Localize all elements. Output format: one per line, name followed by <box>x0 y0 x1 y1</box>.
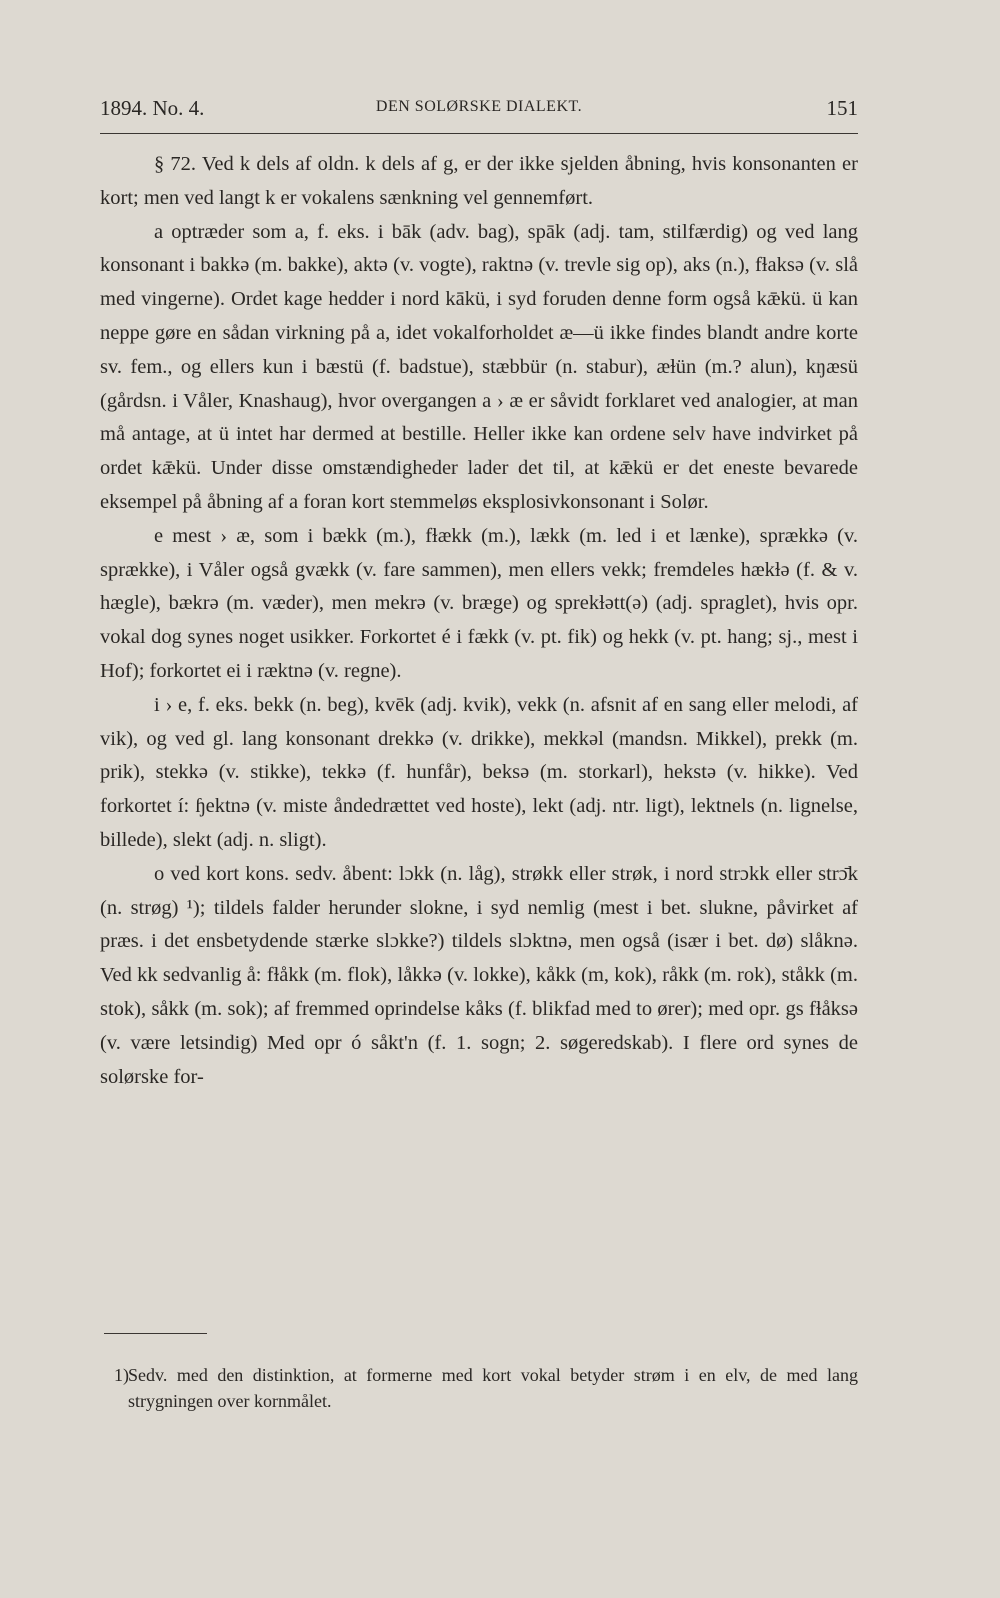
footnote-text: Sedv. med den distinktion, at formerne med kort vokal betyder strøm i en elv, de med lang strygningen over kornmålet. <box>128 1365 858 1411</box>
paragraph-section-72: § 72. Ved k dels af oldn. k dels af g, er der ikke sjelden åbning, hvis konsonanten er kort; men ved langt k er vokalens sænkning vel gennemført. <box>100 153 858 209</box>
paragraph-i: i › e, f. eks. bekk (n. beg), kvēk (adj. kvik), vekk (n. afsnit af en sang eller melodi, af vik), og ved gl. lang konsonant drekkə (v. drikke), mekkəl (mandsn. Mikkel), prekk (m. prik), stekkə (v. stikke), tekkə (f. hunfår), beksə (m. storkarl), hekstə (v. hikke). Ved forkortet í: ɧektnə (v. miste åndedrættet ved hoste), lekt (adj. ntr. ligt), lektnels (n. lignelse, billede), slekt (adj. n. sligt). <box>100 693 858 851</box>
main-text <box>100 148 858 1094</box>
running-title: DEN SOLØRSKE DIALEKT. <box>375 98 583 115</box>
footnote <box>114 1362 858 1414</box>
page-number: 151 <box>826 96 858 120</box>
issue-label: 1894. No. 4. <box>100 96 205 120</box>
paragraph-e: e mest › æ, som i bækk (m.), fɫækk (m.), lækk (m. led i et lænke), sprækkə (v. sprække), i Våler også gvækk (v. fare sammen), men ellers vekk; fremdeles hækɫə (f. & v. hægle), bækrə (m. væder), men mekrə (v. bræge) og sprekɫətt(ə) (adj. spraglet), hvis opr. vokal dog synes noget usikker. Forkortet é i fækk (v. pt. fik) og hekk (v. pt. hang; sj., mest i Hof); forkortet ei i ræktnə (v. regne). <box>100 524 858 682</box>
running-header <box>100 96 858 132</box>
paragraph-a: a optræder som a, f. eks. i bāk (adv. bag), spāk (adj. tam, stilfærdig) og ved lang konsonant i bakkə (m. bakke), aktə (v. vogte), raktnə (v. trevle sig op), aks (n.), fɫaksə (v. slå med vingerne). Ordet kage hedder i nord kākü, i syd foruden denne form også kǣkü. ü kan neppe gøre en sådan virkning på a, idet vokalforholdet æ—ü ikke findes blandt andre korte sv. fem., og ellers kun i bæstü (f. badstue), stæbbür (n. stabur), æɫün (m.? alun), kŋæsü (gårdsn. i Våler, Knashaug), hvor overgangen a › æ er såvidt forklaret ved analogier, at man må antage, at ü intet har dermed at bestille. Heller ikke kan ordene selv have indvirket på ordet kǣkü. Under disse omstændigheder lader det til, at kǣkü er det eneste bevarede eksempel på åbning af a foran kort stemmeløs eksplosivkonsonant i Solør. <box>100 220 858 513</box>
footnote-rule <box>104 1333 207 1334</box>
header-rule <box>100 133 858 134</box>
footnote-marker: 1) <box>114 1365 129 1385</box>
paragraph-o: o ved kort kons. sedv. åbent: lɔkk (n. låg), strøkk eller strøk, i nord strɔkk eller strɔ̄k (n. strøg) ¹); tildels falder herunder slokne, i syd nemlig (mest i bet. slukne, påvirket af præs. i det ensbetydende stærke slɔkke?) tildels slɔktnə, men også (især i bet. dø) slåknə. Ved kk sedvanlig å: fɫåkk (m. flok), låkkə (v. lokke), kåkk (m, kok), råkk (m. rok), ståkk (m. stok), såkk (m. sok); af fremmed oprindelse kåks (f. blikfad med to ører); med opr. gs fɫåksə (v. være letsindig) Med opr ó såkt'n (f. 1. sogn; 2. søgeredskab). I flere ord synes de solørske for- <box>100 862 858 1088</box>
